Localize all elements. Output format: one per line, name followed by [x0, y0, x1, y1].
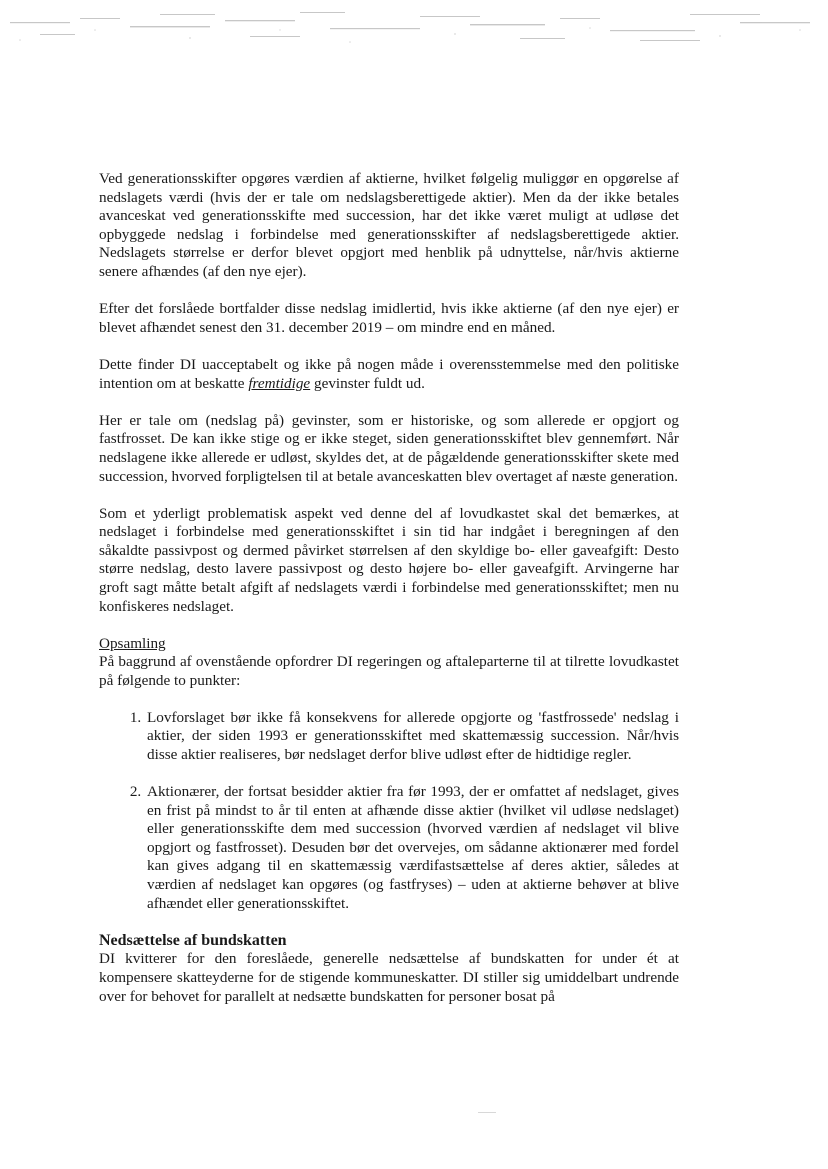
paragraph-uacceptabelt-start: Dette finder DI uacceptabelt og ikke på nogen måde i overensstemmelse med den politiske intention om at beskatte — [99, 355, 679, 392]
section-heading-bundskat: Nedsættelse af bundskatten — [99, 931, 287, 949]
scan-noise-artifact — [0, 0, 828, 60]
emphasis-fremtidige: fremtidige — [248, 374, 311, 392]
paragraph-bundskat: DI kvitterer for den foreslåede, generelle nedsættelse af bundskatten for under ét at kompensere skatteyderne for de stigende kommuneskatter. DI stiller sig umiddelbart undrende over for behovet for parallelt at nedsætte bundskatten for personer bosat på — [99, 950, 679, 1005]
summary-intro: På baggrund af ovenstående opfordrer DI regeringen og aftaleparterne til at tilrette lovudkastet på følgende to punkter: — [99, 653, 679, 690]
recommendation-item-2: 2. Aktionærer, der fortsat besidder aktier fra før 1993, der er omfattet af nedslaget, gives en frist på mindst to år til enten at afhænde disse aktier (hvilket vil udløse nedslaget) eller generationsskifte dem med succession (hvorved værdien af nedslaget vil blive opgjort og fastfrosset). Desuden bør det overvejes, om sådanne aktionærer med fordel kan gives adgang til en skattemæssig værdifastsættelse af deres aktier, således at værdien af nedslaget kan opgøres (og fastfryses) – uden at aktierne behøver at blive afhændet eller generationsskiftet. — [145, 783, 679, 913]
paragraph-generationsskifter: Ved generationsskifter opgøres værdien af aktierne, hvilket følgelig muliggør en opgørelse af nedslagets værdi (hvis der er tale om nedslagsberettigede aktier). Men da der ikke betales avanceskat ved generationsskifte med succession, har det ikke været muligt at udløse det opbyggede nedslag i forbindelse med generationsskifter af nedslagsberettigede aktier. Nedslagets størrelse er derfor blevet opgjort med henblik på udnyttelse, når/hvis aktierne senere afhændes (af den nye ejer). — [99, 170, 679, 280]
paragraph-uacceptabelt — [99, 356, 679, 393]
scan-mark — [478, 1112, 496, 1113]
recommendation-list — [99, 709, 679, 914]
summary-heading: Opsamling — [99, 634, 166, 652]
document-body — [99, 170, 679, 1006]
paragraph-bortfald: Efter det forslåede bortfalder disse nedslag imidlertid, hvis ikke aktierne (af den nye ejer) er blevet afhændet senest den 31. december 2019 – om mindre end en måned. — [99, 300, 679, 336]
paragraph-passivpost: Som et yderligt problematisk aspekt ved denne del af lovudkastet skal det bemærkes, at nedslaget i forbindelse med generationsskiftet i sin tid har indgået i beregningen af den såkaldte passivpost og dermed påvirket størrelsen af den skyldige bo- eller gaveafgift: Desto større nedslag, desto lavere passivpost og desto højere bo- eller gaveafgift. Arvingerne har groft sagt måtte betalt afgift af nedslagets værdi i forbindelse med generationsskiftet; men nu konfiskeres nedslaget. — [99, 504, 679, 615]
paragraph-uacceptabelt-end: gevinster fuldt ud. — [310, 374, 425, 392]
paragraph-historiske-gevinster: Her er tale om (nedslag på) gevinster, som er historiske, og som allerede er opgjort og fastfrosset. De kan ikke stige og er ikke steget, siden generationsskiftet blev gennemført. Når nedslagene ikke allerede er udløst, skyldes det, at de pågældende generationsskifter skete med succession, hvorved forpligtelsen til at betale avanceskatten blev overtaget af næste generation. — [99, 411, 679, 485]
recommendation-item-1: 1. Lovforslaget bør ikke få konsekvens for allerede opgjorte og 'fastfrossede' nedslag i aktier, der siden 1993 er generationsskiftet med skattemæssig succession. Når/hvis disse aktier realiseres, bør nedslaget derfor blive udløst efter de hidtidige regler. — [145, 709, 679, 765]
